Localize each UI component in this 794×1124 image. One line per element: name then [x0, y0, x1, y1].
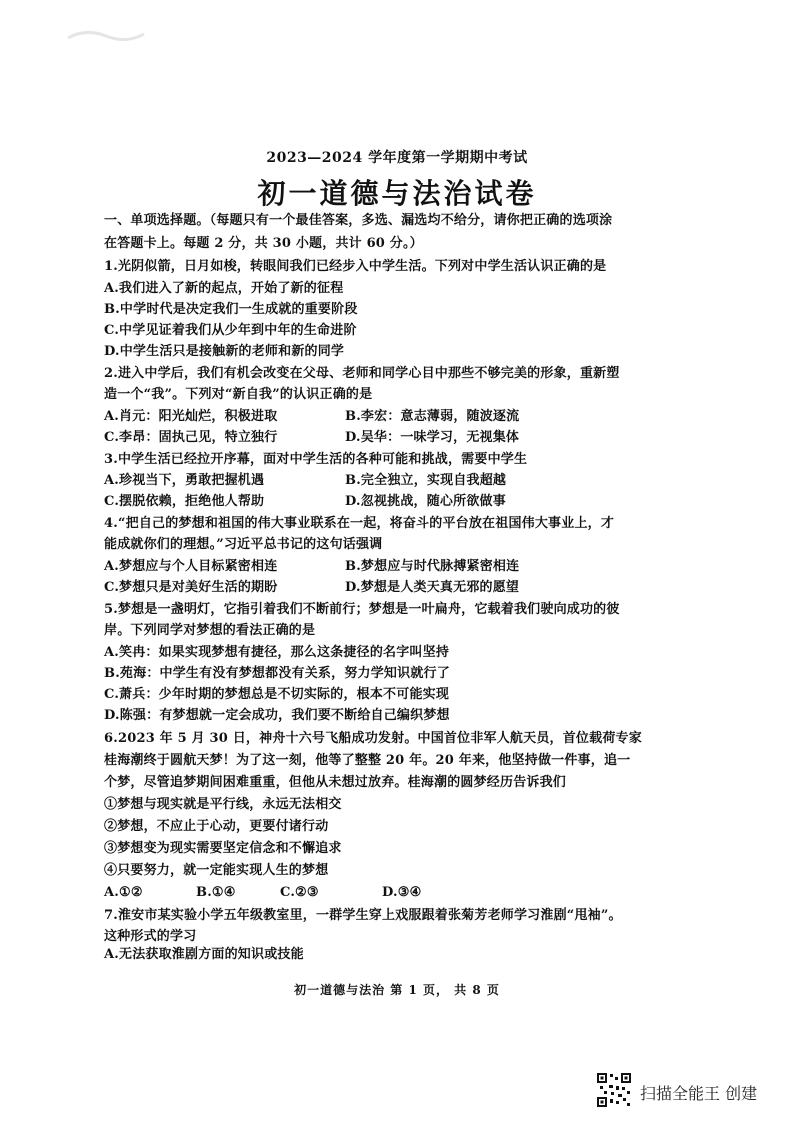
- scan-smudge: [66, 24, 146, 46]
- q3-options-row2: [104, 493, 506, 510]
- q7-stem-line1: 7.淮安市某实验小学五年级教室里，一群学生穿上戏服跟着张菊芳老师学习淮剧“甩袖”。: [104, 908, 622, 923]
- q1-option-b: B.中学时代是决定我们一生成就的重要阶段: [104, 302, 358, 317]
- q6-options-row: [104, 884, 422, 901]
- qr-code-icon: [596, 1072, 632, 1108]
- q4-option-d: D.梦想是人类天真无邪的愿望: [345, 580, 520, 595]
- q5-stem-line2: 岸。下列同学对梦想的看法正确的是: [104, 623, 316, 638]
- section-heading-line2: 在答题卡上。每题 2 分，共 30 小题，共计 60 分。）: [104, 236, 423, 251]
- q5-option-b: B.苑海：中学生有没有梦想都没有关系，努力学知识就行了: [104, 666, 450, 681]
- q5-option-d: D.陈强：有梦想就一定会成功，我们要不断给自己编织梦想: [104, 708, 450, 723]
- q6-option-d: D.③④: [382, 885, 422, 900]
- q1-option-c: C.中学见证着我们从少年到中年的生命进阶: [104, 323, 357, 338]
- q3-options-row1: [104, 472, 507, 489]
- q6-option-a: A.①②: [104, 885, 143, 900]
- q6-stem-line3: 个梦，尽管追梦期间困难重重，但他从未想过放弃。桂海潮的圆梦经历告诉我们: [104, 775, 567, 790]
- q6-statement-1: ①梦想与现实就是平行线，永远无法相交: [104, 797, 342, 812]
- q4-options-row1: [104, 558, 520, 575]
- q3-stem: 3.中学生活已经拉开序幕，面对中学生活的各种可能和挑战，需要中学生: [104, 452, 528, 467]
- q5-stem-line1: 5.梦想是一盏明灯，它指引着我们不断前行；梦想是一叶扁舟，它载着我们驶向成功的彼: [104, 602, 620, 617]
- q3-option-b: B.完全独立，实现自我超越: [345, 473, 507, 488]
- q4-option-c: C.梦想只是对美好生活的期盼: [104, 580, 278, 595]
- q6-statement-4: ④只要努力，就一定能实现人生的梦想: [104, 863, 329, 878]
- q6-option-c: C.②③: [280, 885, 319, 900]
- q3-option-a: A.珍视当下，勇敢把握机遇: [104, 473, 265, 488]
- q7-option-a: A.无法获取淮剧方面的知识或技能: [104, 947, 304, 962]
- q6-stem-line2: 桂海潮终于圆航天梦！为了这一刻，他等了整整 20 年。20 年来，他坚持做一件事，追一: [104, 753, 631, 768]
- section-heading-line1: 一、单项选择题。（每题只有一个最佳答案，多选、漏选均不给分，请你把正确的选项涂: [104, 213, 613, 228]
- q2-options-row1: [104, 408, 520, 425]
- q2-option-d: D.吴华：一味学习，无视集体: [345, 430, 520, 445]
- q2-option-a: A.肖元：阳光灿烂，积极进取: [104, 409, 278, 424]
- q4-stem-line1: 4.“把自己的梦想和祖国的伟大事业联系在一起，将奋斗的平台放在祖国伟大事业上，才: [104, 516, 615, 531]
- q5-option-c: C.萧兵：少年时期的梦想总是不切实际的，根本不可能实现: [104, 687, 450, 702]
- q1-option-a: A.我们进入了新的起点，开始了新的征程: [104, 281, 344, 296]
- q7-stem-line2: 这种形式的学习: [104, 929, 197, 944]
- q2-stem-line1: 2.进入中学后，我们有机会改变在父母、老师和同学心目中那些不够完美的形象，重新塑: [104, 366, 620, 381]
- q4-option-a: A.梦想应与个人目标紧密相连: [104, 559, 278, 574]
- q5-option-a: A.笑冉：如果实现梦想有捷径，那么这条捷径的名字叫坚持: [104, 645, 450, 660]
- q4-option-b: B.梦想应与时代脉搏紧密相连: [345, 559, 520, 574]
- scanner-watermark-text: 扫描全能王 创建: [640, 1084, 758, 1103]
- q1-stem: 1.光阴似箭，日月如梭，转眼间我们已经步入中学生活。下列对中学生活认识正确的是: [104, 259, 607, 274]
- q6-statement-3: ③梦想变为现实需要坚定信念和不懈追求: [104, 841, 342, 856]
- exam-subtitle: 2023—2024 学年度第一学期期中考试: [266, 150, 528, 166]
- q2-option-c: C.李昂：固执己见，特立独行: [104, 430, 278, 445]
- q6-option-b: B.①④: [196, 885, 236, 900]
- q3-option-d: D.忽视挑战，随心所欲做事: [345, 494, 506, 509]
- q3-option-c: C.摆脱依赖，拒绝他人帮助: [104, 494, 265, 509]
- q2-option-b: B.李宏：意志薄弱，随波逐流: [345, 409, 520, 424]
- q2-options-row2: [104, 429, 520, 446]
- page-footer: 初一道德与法治 第 1 页， 共 8 页: [294, 983, 500, 997]
- q6-stem-line1: 6.2023 年 5 月 30 日，神舟十六号飞船成功发射。中国首位非军人航天员，首位载荷专家: [104, 731, 642, 746]
- q2-stem-line2: 造一个“我”。下列对“新自我”的认识正确的是: [104, 387, 373, 402]
- q6-statement-2: ②梦想，不应止于心动，更要付诸行动: [104, 819, 329, 834]
- q1-option-d: D.中学生活只是接触新的老师和新的同学: [104, 344, 345, 359]
- q4-stem-line2: 能成就你们的理想。”习近平总书记的这句话强调: [104, 537, 383, 552]
- exam-title: 初一道德与法治试卷: [257, 177, 537, 210]
- q4-options-row2: [104, 579, 520, 596]
